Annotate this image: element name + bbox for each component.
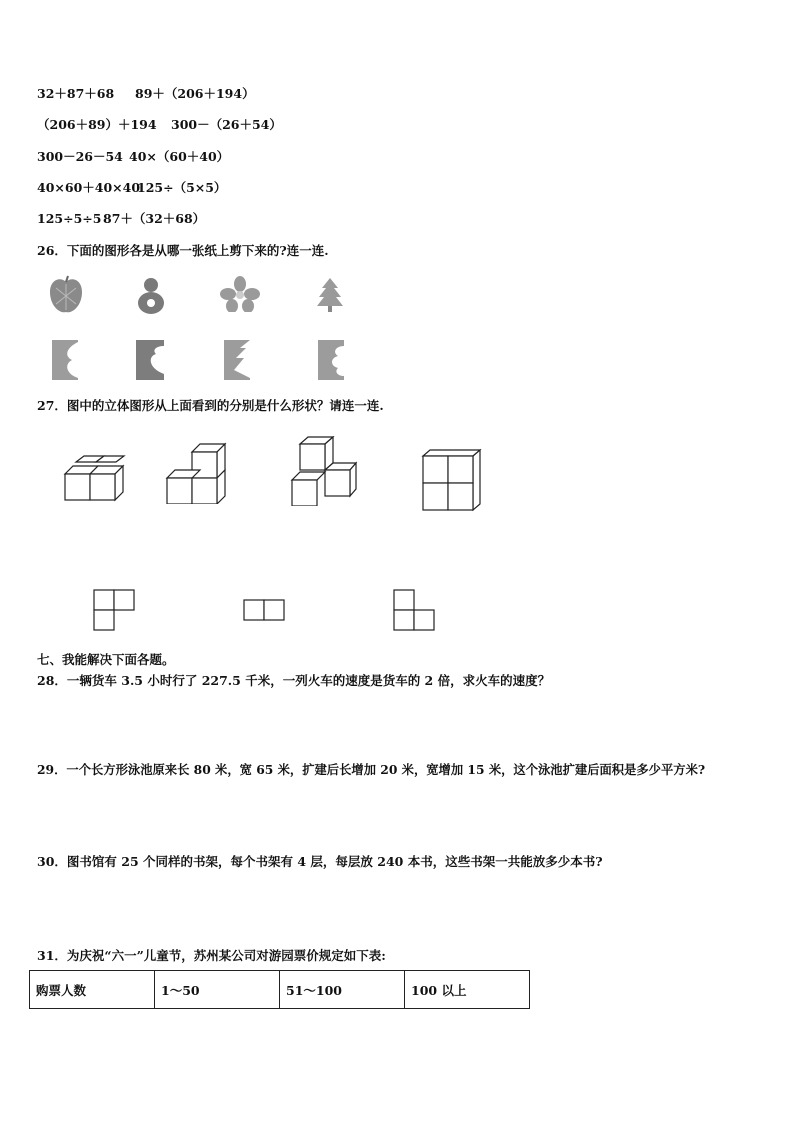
expression: 300－（26＋54） xyxy=(171,117,282,132)
top-view-shape-1 xyxy=(93,589,137,633)
solid-figure-4 xyxy=(418,448,484,514)
expression-row-1 xyxy=(37,84,255,102)
expression: 40×（60＋40） xyxy=(129,149,230,164)
expression-row-4 xyxy=(37,178,226,196)
expression: 40×60＋40×40 xyxy=(37,180,141,195)
section-heading: 七、我能解决下面各题。 xyxy=(37,652,175,667)
expression: 300－26－54 xyxy=(37,149,123,164)
expression: （206＋89）＋194 xyxy=(37,117,157,132)
tree-cutout xyxy=(316,278,344,312)
folded-paper-2 xyxy=(134,338,168,382)
solid-figure-2 xyxy=(162,442,228,504)
expression-row-3 xyxy=(37,147,229,165)
gourd-cutout xyxy=(134,274,168,316)
folded-paper-4 xyxy=(316,338,350,382)
question-27: 27．图中的立体图形从上面看到的分别是什么形状？请连一连. xyxy=(37,398,384,413)
expression: 87＋（32＋68） xyxy=(103,211,206,226)
expression: 89＋（206＋194） xyxy=(135,86,255,101)
table-cell: 100 以上 xyxy=(405,971,530,1009)
top-view-shape-2 xyxy=(243,599,287,623)
price-table xyxy=(29,970,530,1009)
solid-figure-3 xyxy=(288,436,358,506)
expression: 32＋87＋68 xyxy=(37,86,115,101)
solid-figure-1 xyxy=(60,452,130,504)
question-26: 26．下面的图形各是从哪一张纸上剪下来的?连一连. xyxy=(37,243,329,258)
question-30: 30．图书馆有 25 个同样的书架，每个书架有 4 层，每层放 240 本书，这些书架一共能放多少本书? xyxy=(37,854,603,869)
expression: 125÷5÷5 xyxy=(37,211,102,226)
question-29: 29．一个长方形泳池原来长 80 米，宽 65 米，扩建后长增加 20 米，宽增加 15 米，这个泳池扩建后面积是多少平方米? xyxy=(37,762,706,777)
expression-row-2 xyxy=(37,115,282,133)
expression-row-5 xyxy=(37,209,205,227)
table-cell: 1～50 xyxy=(155,971,280,1009)
table-cell: 购票人数 xyxy=(30,971,155,1009)
folded-paper-1 xyxy=(50,338,84,382)
table-cell: 51～100 xyxy=(280,971,405,1009)
table-row xyxy=(30,971,530,1009)
flower-cutout xyxy=(220,276,260,312)
folded-paper-3 xyxy=(222,338,256,382)
question-28: 28．一辆货车 3.5 小时行了 227.5 千米，一列火车的速度是货车的 2 倍，求火车的速度？ xyxy=(37,673,551,688)
top-view-shape-3 xyxy=(393,589,437,633)
expression: 125÷（5×5） xyxy=(137,180,227,195)
apple-cutout xyxy=(46,274,86,316)
question-31: 31．为庆祝“六一”儿童节，苏州某公司对游园票价规定如下表: xyxy=(37,948,386,963)
